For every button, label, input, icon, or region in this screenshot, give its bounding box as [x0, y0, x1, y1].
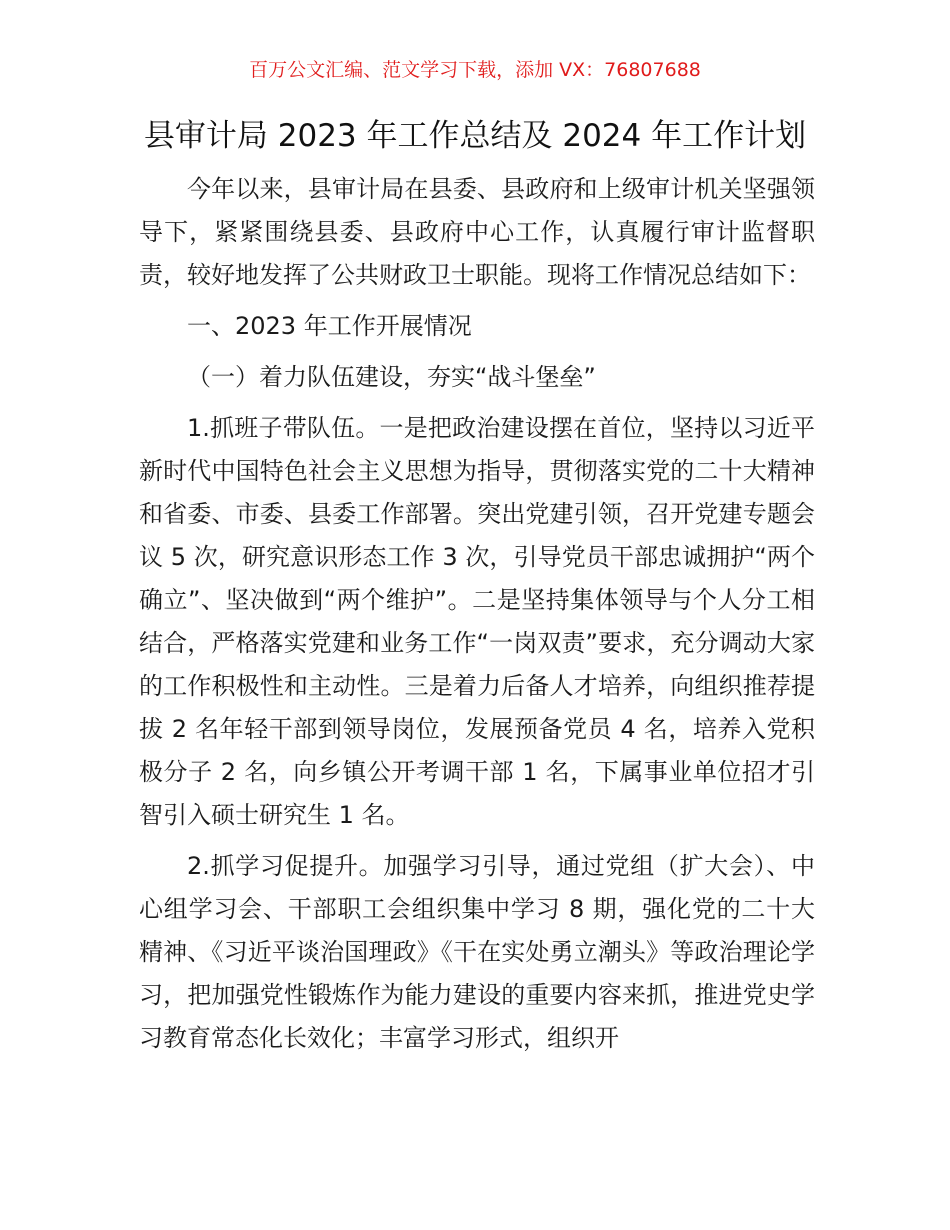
document-body: [139, 168, 815, 1060]
subsection-heading-1: （一）着力队伍建设，夯实“战斗堡垒”: [187, 363, 596, 391]
watermark-text: 百万公文汇编、范文学习下载，添加 VX：76807688: [249, 59, 701, 81]
paragraph-study-improvement: 2.抓学习促提升。加强学习引导，通过党组（扩大会）、中心组学习会、干部职工会组织集中学习 8 期，强化党的二十大精神、《习近平谈治国理政》《干在实处勇立潮头》等政治理论学习，把加强党性锻炼作为能力建设的重要内容来抓，推进党史学习教育常态化长效化；丰富学习形式，组织开: [139, 852, 815, 1052]
document-title: 县审计局 2023 年工作总结及 2024 年工作计划: [143, 118, 807, 154]
paragraph-team-building: 1.抓班子带队伍。一是把政治建设摆在首位，坚持以习近平新时代中国特色社会主义思想为指导，贯彻落实党的二十大精神和省委、市委、县委工作部署。突出党建引领，召开党建专题会议 5 次，研究意识形态工作 3 次，引导党员干部忠诚拥护“两个确立”、坚决做到“两个维护”。二是坚持集体领导与个人分工相结合，严格落实党建和业务工作“一岗双责”要求，充分调动大家的工作积极性和主动性。三是着力后备人才培养，向组织推荐提拔 2 名年轻干部到领导岗位，发展预备党员 4 名，培养入党积极分子 2 名，向乡镇公开考调干部 1 名，下属事业单位招才引智引入硕士研究生 1 名。: [139, 414, 815, 829]
intro-paragraph: 今年以来，县审计局在县委、县政府和上级审计机关坚强领导下，紧紧围绕县委、县政府中心工作，认真履行审计监督职责，较好地发挥了公共财政卫士职能。现将工作情况总结如下：: [139, 175, 815, 289]
section-heading-1: 一、2023 年工作开展情况: [187, 312, 472, 340]
